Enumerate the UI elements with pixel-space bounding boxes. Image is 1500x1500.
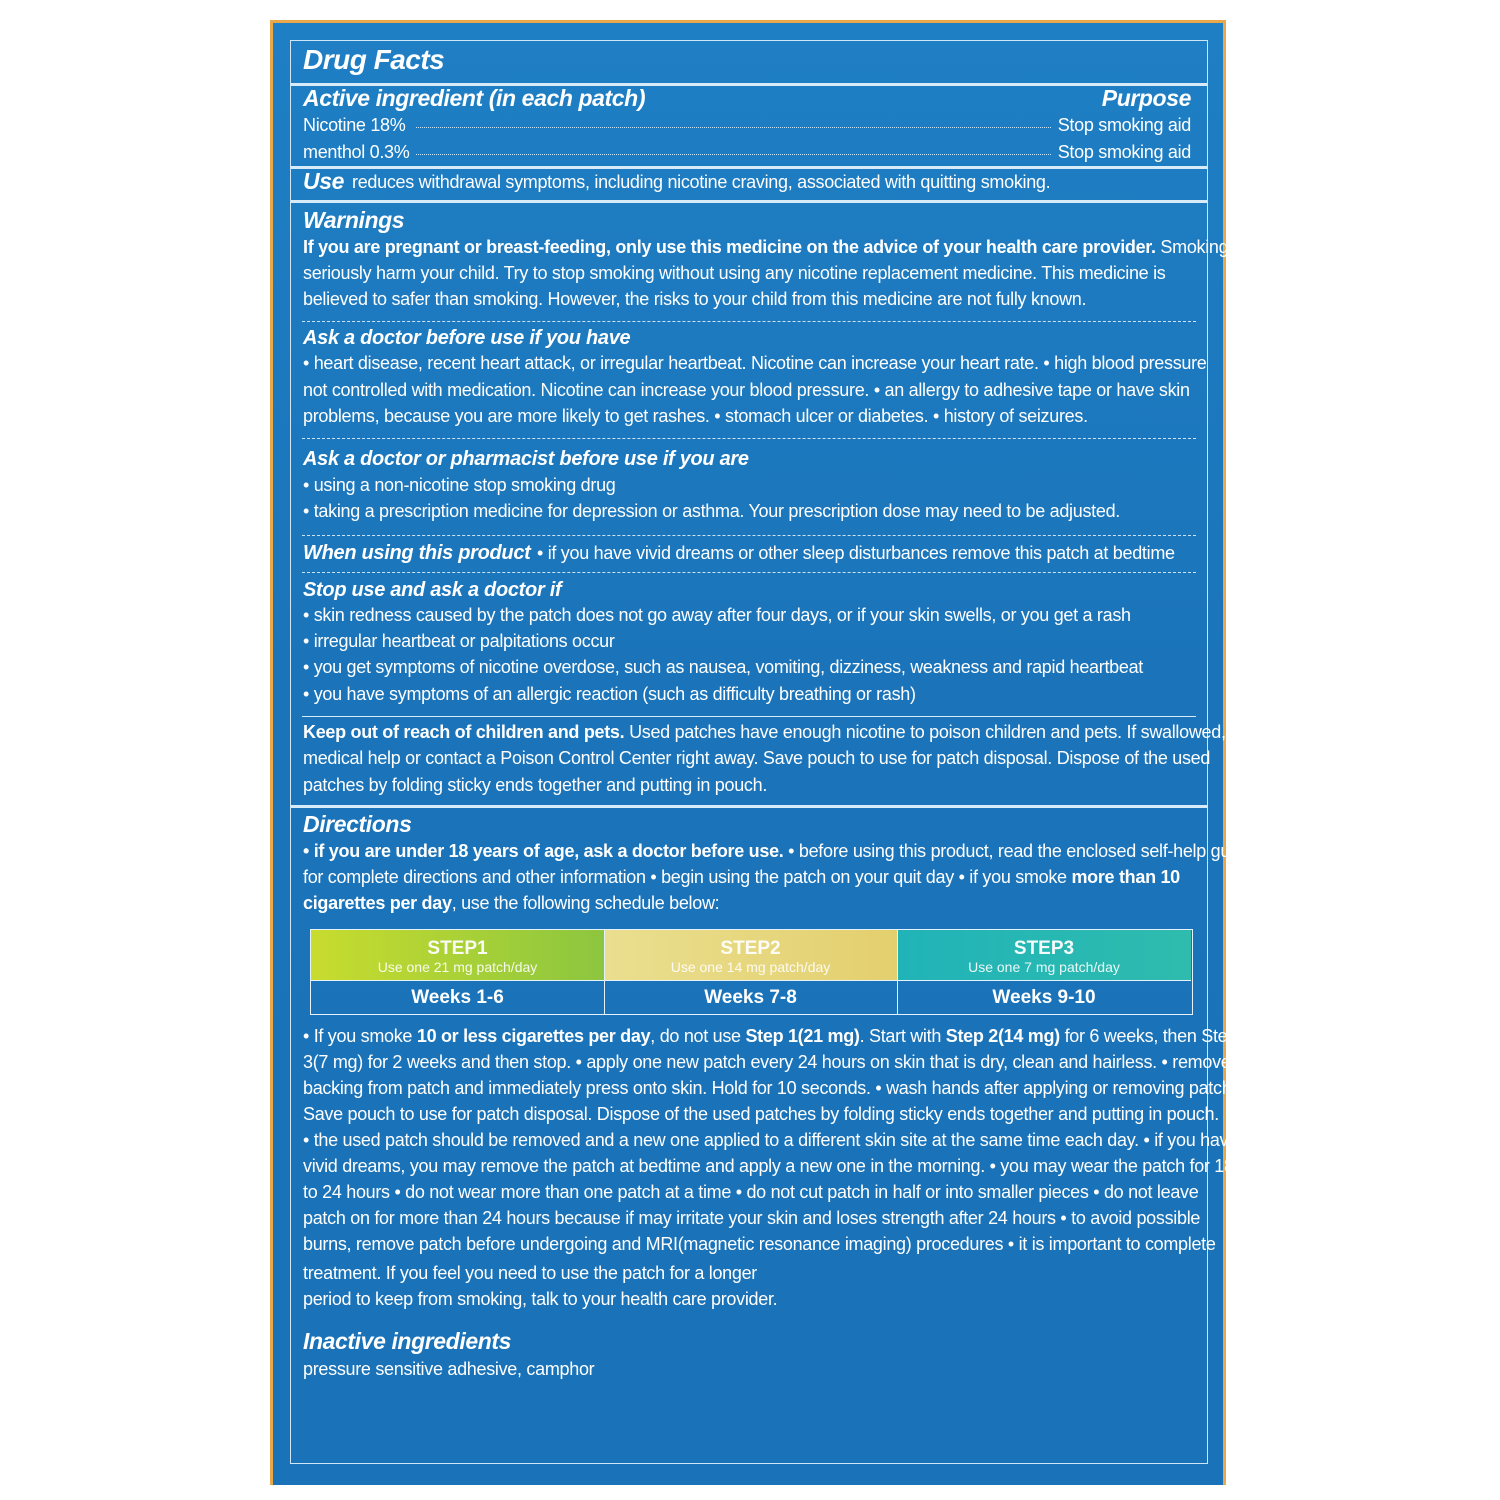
dashed-rule (302, 438, 1196, 439)
inactive-ingredients-text: pressure sensitive adhesive, camphor (303, 1359, 595, 1379)
section-rule (291, 805, 1207, 808)
directions-details: • If you smoke 10 or less cigarettes per day, do not use Step 1(21 mg). Start with Step 2(14 mg) for 6 weeks, then Step 3(7 mg) for 2 weeks and then stop. • apply one new patch every 24 hours on skin that is dry, clean and hairless. • remove backing from patch and immediately press onto skin. Hold for 10 seconds. • wash hands after applying or removing patch. Save pouch to use for patch disposal. Dispose of the used patches by folding sticky ends together and putting in pouch. • the used patch should be removed and a new one applied to a different skin site at the same time each day. • if you have vivid dreams, you may remove the patch at bedtime and apply a new one in the morning. • you may wear the patch for 18 to 24 hours • do not wear more than one patch at a time • do not cut patch in half or into smaller pieces • do not leave patch on for more than 24 hours because if may irritate your skin and loses strength after 24 hours • to avoid possible burns, remove patch before undergoing and MRI(magnetic resonance imaging) procedures • it is important to complete treatment. If you feel you need to use the patch for a longer period to keep from smoking, talk to your health care provider. (303, 1026, 1238, 1309)
stop-use-line: • irregular heartbeat or palpitations occur (303, 631, 615, 651)
step3-cell (897, 930, 1191, 980)
purpose-heading: Purpose (1101, 85, 1191, 111)
inactive-ingredients-heading: Inactive ingredients (303, 1328, 512, 1354)
directions-intro: for complete directions and other information • begin using the patch on your quit day • if you smoke more than 10 (303, 867, 1180, 887)
pregnancy-warning-line: believed to safer than smoking. However, the risks to your child from this medicine are not fully known. (303, 289, 1087, 309)
step2-cell (604, 930, 897, 980)
step1-weeks: Weeks 1-6 (311, 980, 604, 1014)
dashed-rule (302, 535, 1196, 536)
use-text: reduces withdrawal symptoms, including nicotine craving, associated with quitting smoking. (352, 172, 1051, 192)
pregnancy-warning-line: seriously harm your child. Try to stop smoking without using any nicotine replacement medicine. This medicine is (303, 263, 1166, 283)
section-rule (302, 716, 1196, 717)
leader-dots (416, 154, 1051, 155)
keep-out-warning: Keep out of reach of children and pets. Used patches have enough nicotine to poison children and pets. If swallowed, get (303, 722, 1255, 742)
step1-label: STEP1 (427, 938, 488, 959)
use-heading: Use (303, 168, 344, 194)
when-using-text: • if you have vivid dreams or other sleep disturbances remove this patch at bedtime (537, 543, 1175, 563)
step2-label: STEP2 (720, 938, 781, 959)
dosage-schedule-table (310, 929, 1193, 1015)
step3-weeks: Weeks 9-10 (897, 980, 1191, 1014)
step3-label: STEP3 (1013, 938, 1075, 959)
ask-pharmacist-heading: Ask a doctor or pharmacist before use if you are (303, 448, 749, 470)
purpose-nicotine: Stop smoking aid (1057, 115, 1191, 135)
step2-dose: Use one 14 mg patch/day (670, 959, 831, 975)
stop-use-line: • you have symptoms of an allergic reaction (such as difficulty breathing or rash) (303, 684, 916, 704)
ingredient-nicotine: Nicotine 18% (303, 115, 406, 135)
when-using-heading: When using this product (303, 542, 531, 564)
step1-cell (311, 930, 604, 980)
ask-doctor-heading: Ask a doctor before use if you have (303, 327, 631, 349)
ask-pharmacist-line: • taking a prescription medicine for depression or asthma. Your prescription dose may need to be adjusted. (303, 501, 1120, 521)
directions-heading: Directions (303, 811, 412, 837)
leader-dots (416, 127, 1051, 128)
step3-dose: Use one 7 mg patch/day (968, 959, 1120, 975)
keep-out-line: patches by folding sticky ends together and putting in pouch. (303, 775, 768, 795)
keep-out-line: medical help or contact a Poison Control Center right away. Save pouch to use for patch disposal. Dispose of the used (303, 748, 1211, 768)
ask-pharmacist-line: • using a non-nicotine stop smoking drug (303, 475, 616, 495)
ask-doctor-line: problems, because you are more likely to get rashes. • stomach ulcer or diabetes. • history of seizures. (303, 406, 1088, 426)
pregnancy-warning: If you are pregnant or breast-feeding, only use this medicine on the advice of your health care provider. Smoking can (303, 237, 1262, 257)
stop-use-line: • skin redness caused by the patch does not go away after four days, or if your skin swells, or you get a rash (303, 605, 1131, 625)
ask-doctor-line: • heart disease, recent heart attack, or irregular heartbeat. Nicotine can increase your heart rate. • high blood pressure (303, 353, 1207, 373)
ingredient-menthol: menthol 0.3% (303, 142, 410, 162)
directions-intro: cigarettes per day, use the following schedule below: (303, 893, 720, 913)
stop-use-heading: Stop use and ask a doctor if (303, 579, 562, 601)
step2-weeks: Weeks 7-8 (604, 980, 897, 1014)
drug-facts-title: Drug Facts (303, 44, 445, 75)
ask-doctor-line: not controlled with medication. Nicotine can increase your blood pressure. • an allergy to adhesive tape or have skin (303, 380, 1190, 400)
step1-dose: Use one 21 mg patch/day (377, 959, 538, 975)
stop-use-line: • you get symptoms of nicotine overdose, such as nausea, vomiting, dizziness, weakness and rapid heartbeat (303, 657, 1143, 677)
purpose-menthol: Stop smoking aid (1057, 142, 1191, 162)
table-divider (897, 930, 898, 1014)
dashed-rule (302, 572, 1196, 573)
table-divider (604, 930, 605, 1014)
warnings-heading: Warnings (303, 207, 405, 233)
section-rule (291, 166, 1207, 169)
directions-intro: • if you are under 18 years of age, ask a doctor before use. • before using this product, read the enclosed self-help guide (303, 841, 1254, 861)
section-rule (291, 200, 1207, 203)
active-ingredient-heading: Active ingredient (in each patch) (303, 85, 646, 111)
dashed-rule (302, 321, 1196, 322)
